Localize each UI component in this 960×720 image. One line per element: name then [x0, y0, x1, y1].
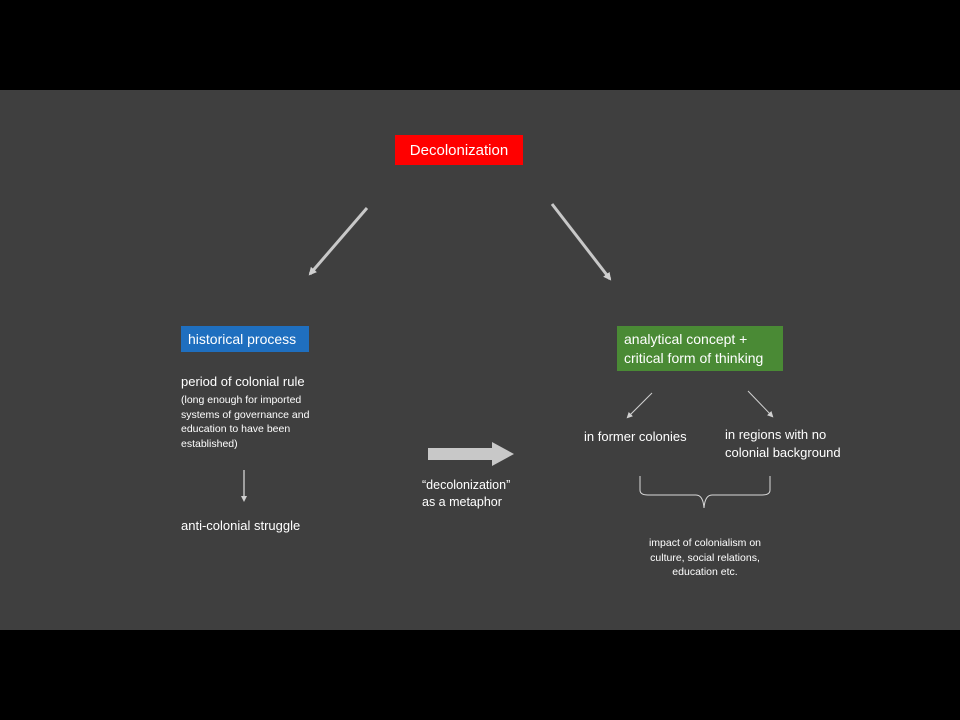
- connectors: [0, 90, 960, 630]
- metaphor-text: “decolonization” as a metaphor: [422, 478, 511, 509]
- analytical-concept-box: [617, 326, 783, 371]
- former-colonies-text: in former colonies: [584, 429, 687, 444]
- title-label: Decolonization: [409, 141, 509, 159]
- arrow-to-historical: [310, 208, 367, 274]
- block-arrow: [428, 442, 514, 466]
- impact-text: impact of colonialism on culture, social relations, education etc.: [648, 537, 762, 579]
- slide: [0, 90, 960, 630]
- title-box: [395, 135, 523, 165]
- brace: [640, 476, 770, 508]
- anti-colonial-struggle: anti-colonial struggle: [181, 518, 301, 533]
- no-colonial-text: in regions with no colonial background: [725, 427, 841, 460]
- period-of-colonial-rule: period of colonial rule: [181, 374, 305, 389]
- arrow-to-analytical: [552, 204, 610, 279]
- analytical-concept-label: analytical concept + critical form of thinking: [624, 330, 764, 366]
- historical-process-label: historical process: [188, 331, 297, 347]
- period-note: (long enough for imported systems of governance and education to have been established): [181, 394, 310, 451]
- arrow-to-former-colonies: [628, 393, 652, 417]
- arrow-to-no-colonial: [748, 391, 772, 416]
- historical-process-box: [181, 326, 309, 352]
